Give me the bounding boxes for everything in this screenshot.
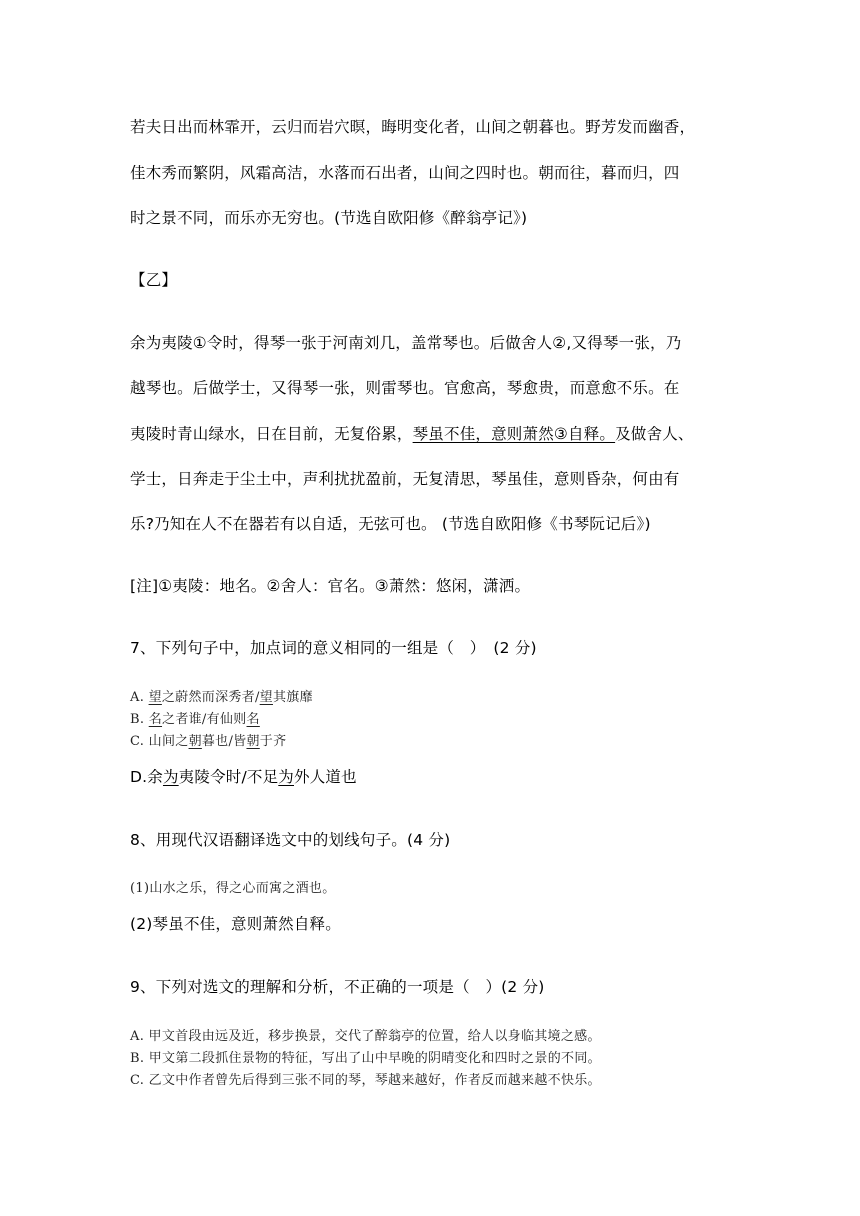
passage-jia-line-1: 若夫日出而林霏开，云归而岩穴暝，晦明变化者，山间之朝暮也。野芳发而幽香， <box>130 118 696 136</box>
passage-yi-line-3-pre: 夷陵时青山绿水，日在目前，无复俗累， <box>130 425 413 443</box>
question-8-item-1: (1)山水之乐，得之心而寓之酒也。 <box>130 881 336 896</box>
passage-yi-line-1: 余为夷陵①令时，得琴一张于河南刘几，盖常琴也。后做舍人②,又得琴一张，乃 <box>130 334 682 352</box>
option-d-label: D.余 <box>130 768 163 786</box>
dotted-word: 朝 <box>188 734 202 749</box>
option-c-label: C. 山间之 <box>130 734 189 749</box>
question-9-stem: 9、下列对选文的理解和分析，不正确的一项是（ ）(2 分) <box>130 978 545 996</box>
question-9-option-a: A. 甲文首段由远及近，移步换景，交代了醉翁亭的位置，给人以身临其境之感。 <box>130 1029 601 1044</box>
underlined-sentence: 琴虽不佳，意则萧然③自释。 <box>412 425 616 443</box>
dotted-word: 名 <box>246 712 260 727</box>
option-a-text: 其旗靡 <box>272 690 313 705</box>
question-9-option-c: C. 乙文中作者曾先后得到三张不同的琴，琴越来越好，作者反而越来越不快乐。 <box>130 1073 601 1088</box>
heading-yi: 【乙】 <box>130 271 178 289</box>
annotation-note: [注]①夷陵：地名。②舍人：官名。③萧然：悠闲，潇洒。 <box>130 577 531 595</box>
option-d-text: 夷陵令时/不足 <box>178 768 279 786</box>
question-7-option-a <box>130 689 313 707</box>
passage-jia-line-3: 时之景不同，而乐亦无穷也。(节选自欧阳修《醉翁亭记》) <box>130 209 528 227</box>
option-b-text: 之者谁/有仙则 <box>162 712 247 727</box>
question-7-stem: 7、下列句子中，加点词的意义相同的一组是（ ） (2 分) <box>130 639 537 657</box>
passage-yi-line-3-post: 及做舍人、 <box>615 425 694 443</box>
question-7-option-c <box>130 733 286 751</box>
option-d-text: 外人道也 <box>294 768 357 786</box>
question-8-item-2: (2)琴虽不佳，意则萧然自释。 <box>130 915 341 933</box>
dotted-word: 为 <box>278 768 294 786</box>
question-7-option-b <box>130 711 260 729</box>
question-8-stem: 8、用现代汉语翻译选文中的划线句子。(4 分) <box>130 831 451 849</box>
option-a-label: A. <box>130 690 149 705</box>
option-b-label: B. <box>130 712 149 727</box>
option-a-text: 之蔚然而深秀者/ <box>161 690 260 705</box>
dotted-word: 为 <box>162 768 179 786</box>
dotted-word: 望 <box>259 690 273 705</box>
dotted-word: 朝 <box>246 734 260 749</box>
dotted-word: 望 <box>148 690 162 705</box>
passage-jia-line-2: 佳木秀而繁阴，风霜高洁，水落而石出者，山间之四时也。朝而往，暮而归，四 <box>130 164 680 182</box>
dotted-word: 名 <box>148 712 163 727</box>
passage-yi-line-4: 学士，日奔走于尘土中，声利扰扰盈前，无复清思，琴虽佳，意则昏杂，何由有 <box>130 470 680 488</box>
question-7-option-d <box>130 767 357 787</box>
passage-yi-line-2: 越琴也。后做学士，又得琴一张，则雷琴也。官愈高，琴愈贵，而意愈不乐。在 <box>130 379 680 397</box>
option-c-text: 于齐 <box>259 734 287 749</box>
passage-yi-line-3 <box>130 424 694 444</box>
option-c-text: 暮也/皆 <box>201 734 247 749</box>
question-9-option-b: B. 甲文第二段抓住景物的特征，写出了山中早晚的阴晴变化和四时之景的不同。 <box>130 1051 601 1066</box>
passage-yi-line-5: 乐?乃知在人不在器若有以自适，无弦可也。 (节选自欧阳修《书琴阮记后》) <box>130 515 651 533</box>
